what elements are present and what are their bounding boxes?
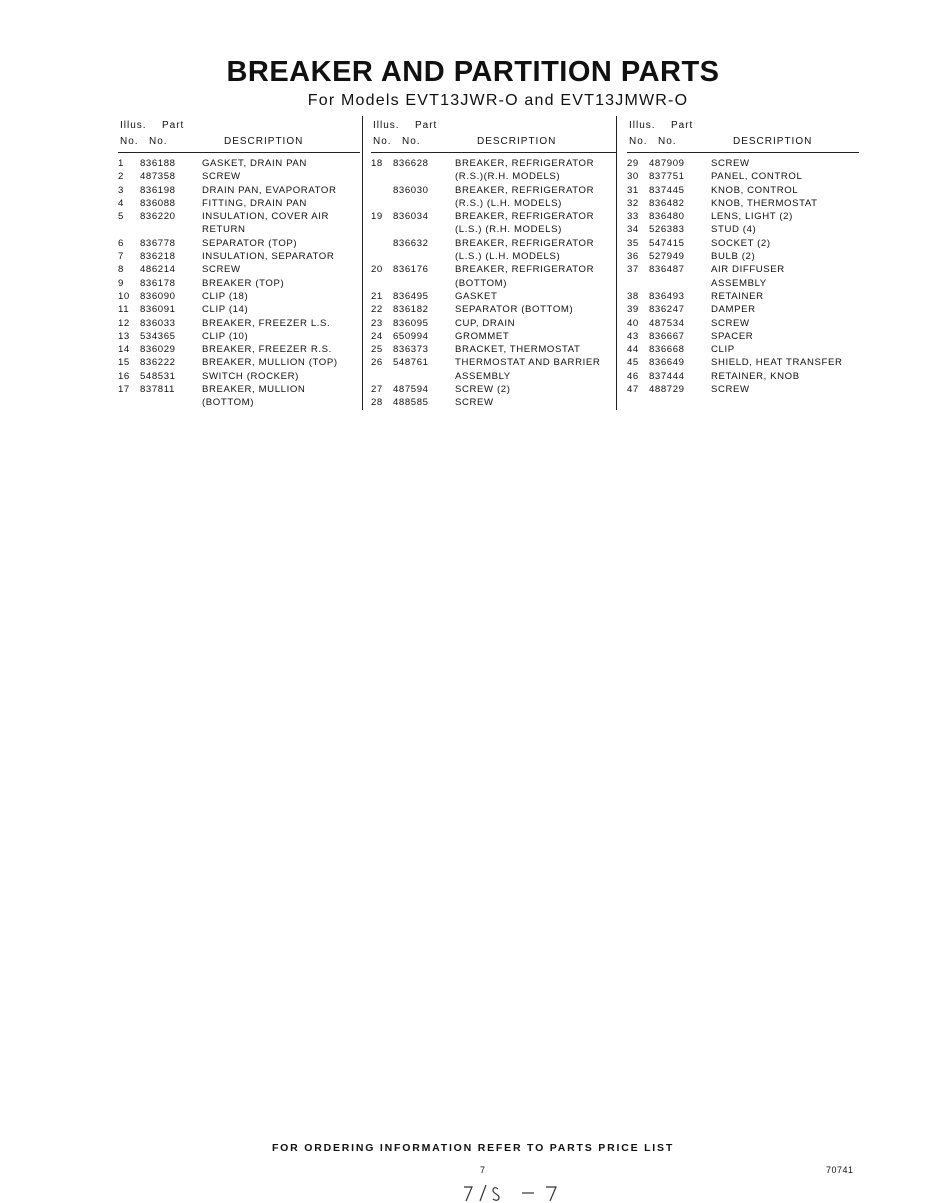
table-row <box>627 290 859 303</box>
part-number: 534365 <box>140 330 176 342</box>
illus-number: 26 <box>371 357 383 369</box>
description: INSULATION, SEPARATOR <box>202 251 335 263</box>
description: DRAIN PAN, EVAPORATOR <box>202 184 337 196</box>
illus-number: 34 <box>627 224 639 236</box>
part-number <box>393 197 455 210</box>
description: SWITCH (ROCKER) <box>202 370 299 382</box>
illus-number <box>371 370 393 383</box>
description: BREAKER, REFRIGERATOR <box>455 211 595 223</box>
description: SCREW <box>711 384 750 396</box>
part-number: 836373 <box>393 344 429 356</box>
table-row <box>118 263 360 276</box>
description: RETURN <box>202 224 246 236</box>
description: KNOB, THERMOSTAT <box>711 197 818 209</box>
illus-number: 23 <box>371 317 383 329</box>
header-illus: Illus. <box>120 120 147 131</box>
table-row <box>118 396 360 409</box>
table-row <box>118 277 360 290</box>
part-number: 836090 <box>140 290 176 302</box>
illus-number <box>627 277 649 290</box>
part-number: 836487 <box>649 264 685 276</box>
part-number: 488729 <box>649 384 685 396</box>
table-row <box>371 250 616 263</box>
part-number: 836218 <box>140 251 176 263</box>
part-number: 836088 <box>140 197 176 209</box>
part-number: 836188 <box>140 158 176 169</box>
table-row <box>627 197 859 210</box>
part-number <box>393 370 455 383</box>
illus-number: 9 <box>118 277 124 289</box>
part-number <box>393 223 455 236</box>
header-illus-no: No. <box>373 136 392 147</box>
description: ASSEMBLY <box>711 277 767 289</box>
illus-number: 46 <box>627 370 639 382</box>
description: CUP, DRAIN <box>455 317 516 329</box>
description: BRACKET, THERMOSTAT <box>455 344 581 356</box>
table-row <box>118 303 360 316</box>
table-row <box>118 210 360 223</box>
part-number: 836222 <box>140 357 176 369</box>
table-row <box>627 356 859 369</box>
table-row <box>627 343 859 356</box>
table-row <box>118 356 360 369</box>
header-description: DESCRIPTION <box>477 136 557 147</box>
table-row <box>371 170 616 183</box>
table-row <box>118 250 360 263</box>
description: CLIP (10) <box>202 330 249 342</box>
table-row <box>371 223 616 236</box>
illus-number: 38 <box>627 290 639 302</box>
table-row <box>627 157 859 170</box>
description: SCREW <box>711 317 750 329</box>
description: BREAKER (TOP) <box>202 277 285 289</box>
part-number: 836493 <box>649 290 685 302</box>
part-number: 836649 <box>649 357 685 369</box>
table-row <box>627 210 859 223</box>
header-part: Part <box>415 120 438 131</box>
table-row <box>627 277 859 290</box>
illus-number: 21 <box>371 290 383 302</box>
part-number: 836480 <box>649 211 685 223</box>
table-row <box>371 396 616 409</box>
description: (R.S.) (L.H. MODELS) <box>455 197 562 209</box>
illus-number: 32 <box>627 197 639 209</box>
description: (BOTTOM) <box>202 397 255 409</box>
description: BREAKER, REFRIGERATOR <box>455 264 595 276</box>
illus-number <box>371 184 393 197</box>
description: BREAKER, MULLION (TOP) <box>202 357 338 369</box>
description: SHIELD, HEAT TRANSFER <box>711 357 843 369</box>
description: (BOTTOM) <box>455 277 508 289</box>
table-row <box>627 184 859 197</box>
description: SPACER <box>711 330 754 342</box>
parts-column-2 <box>371 118 616 410</box>
ordering-footer: FOR ORDERING INFORMATION REFER TO PARTS PRICE LIST <box>271 1142 675 1154</box>
header-part-no: No. <box>658 136 677 147</box>
part-number: 526383 <box>649 224 685 236</box>
table-row <box>627 250 859 263</box>
illus-number: 27 <box>371 384 383 396</box>
description: INSULATION, COVER AIR <box>202 211 330 223</box>
table-row <box>627 170 859 183</box>
illus-number: 45 <box>627 357 639 369</box>
parts-column-3 <box>627 118 859 396</box>
column-divider-1 <box>362 116 363 410</box>
table-row <box>371 330 616 343</box>
part-number <box>140 223 202 236</box>
table-row <box>627 317 859 330</box>
part-number: 487594 <box>393 384 429 396</box>
table-row <box>371 383 616 396</box>
illus-number: 1 <box>118 158 124 169</box>
part-number <box>393 170 455 183</box>
parts-column-1 <box>118 118 360 410</box>
table-row <box>371 237 616 250</box>
part-number: 837444 <box>649 370 685 382</box>
part-number: 837445 <box>649 184 685 196</box>
part-number: 836778 <box>140 237 176 249</box>
illus-number: 10 <box>118 290 130 302</box>
illus-number: 16 <box>118 370 130 382</box>
illus-number: 6 <box>118 237 124 249</box>
description: SEPARATOR (TOP) <box>202 237 298 249</box>
illus-number: 36 <box>627 251 639 263</box>
description: FITTING, DRAIN PAN <box>202 197 307 209</box>
description: BREAKER, FREEZER L.S. <box>202 317 331 329</box>
description: SCREW <box>711 158 750 169</box>
description: GROMMET <box>455 330 510 342</box>
illus-number <box>371 170 393 183</box>
part-number: 836182 <box>393 304 429 316</box>
illus-number: 18 <box>371 158 383 169</box>
part-number: 836178 <box>140 277 176 289</box>
description: SCREW (2) <box>455 384 511 396</box>
table-row <box>371 343 616 356</box>
description: (R.S.)(R.H. MODELS) <box>455 171 561 183</box>
header-part: Part <box>671 120 694 131</box>
part-number: 836176 <box>393 264 429 276</box>
table-row <box>118 290 360 303</box>
part-number: 836247 <box>649 304 685 316</box>
description: BREAKER, MULLION <box>202 384 306 396</box>
page-title: BREAKER AND PARTITION PARTS <box>226 56 720 88</box>
illus-number: 39 <box>627 304 639 316</box>
description: CLIP (18) <box>202 290 249 302</box>
table-row <box>371 263 616 276</box>
table-row <box>118 330 360 343</box>
part-number: 547415 <box>649 237 685 249</box>
illus-number: 29 <box>627 158 639 169</box>
parts-list <box>118 157 360 410</box>
parts-list <box>627 157 859 396</box>
table-row <box>118 197 360 210</box>
table-row <box>627 223 859 236</box>
illus-number: 47 <box>627 384 639 396</box>
part-number: 836029 <box>140 344 176 356</box>
header-description: DESCRIPTION <box>733 136 813 147</box>
table-row <box>371 197 616 210</box>
table-row <box>627 370 859 383</box>
part-number: 836030 <box>393 184 429 196</box>
table-row <box>627 237 859 250</box>
table-row <box>118 383 360 396</box>
header-illus: Illus. <box>629 120 656 131</box>
part-number: 487909 <box>649 158 685 169</box>
table-row <box>371 317 616 330</box>
illus-number <box>371 197 393 210</box>
illus-number <box>371 277 393 290</box>
illus-number <box>118 396 140 409</box>
illus-number: 44 <box>627 344 639 356</box>
illus-number: 28 <box>371 397 383 409</box>
part-number: 548531 <box>140 370 176 382</box>
illus-number <box>371 237 393 250</box>
part-number: 836091 <box>140 304 176 316</box>
table-row <box>371 184 616 197</box>
table-row <box>371 157 616 170</box>
illus-number: 12 <box>118 317 130 329</box>
table-row <box>118 184 360 197</box>
description: STUD (4) <box>711 224 757 236</box>
table-row <box>118 170 360 183</box>
description: RETAINER <box>711 290 764 302</box>
description: BREAKER, REFRIGERATOR <box>455 237 595 249</box>
part-number: 548761 <box>393 357 429 369</box>
description: SCREW <box>455 397 494 409</box>
page-number: 7 <box>480 1165 486 1175</box>
table-row <box>118 157 360 170</box>
table-row <box>627 383 859 396</box>
part-number: 837811 <box>140 384 175 396</box>
description: BREAKER, FREEZER R.S. <box>202 344 332 356</box>
page-subtitle: For Models EVT13JWR-O and EVT13JMWR-O <box>307 92 689 109</box>
column-divider-2 <box>616 116 617 410</box>
part-number: 836495 <box>393 290 429 302</box>
illus-number: 22 <box>371 304 383 316</box>
illus-number: 33 <box>627 211 639 223</box>
part-number <box>393 277 455 290</box>
part-number: 486214 <box>140 264 176 276</box>
description: CLIP (14) <box>202 304 249 316</box>
description: BREAKER, REFRIGERATOR <box>455 158 595 169</box>
description: SOCKET (2) <box>711 237 771 249</box>
column-header <box>371 118 616 153</box>
part-number: 836034 <box>393 211 429 223</box>
header-part-no: No. <box>402 136 421 147</box>
illus-number: 3 <box>118 184 124 196</box>
header-illus-no: No. <box>629 136 648 147</box>
table-row <box>371 356 616 369</box>
header-description: DESCRIPTION <box>224 136 304 147</box>
description: BULB (2) <box>711 251 756 263</box>
part-number: 487534 <box>649 317 685 329</box>
illus-number <box>371 250 393 263</box>
illus-number: 20 <box>371 264 383 276</box>
description: (L.S.) (R.H. MODELS) <box>455 224 562 236</box>
description: GASKET, DRAIN PAN <box>202 158 307 169</box>
illus-number: 13 <box>118 330 130 342</box>
header-part: Part <box>162 120 185 131</box>
header-illus-no: No. <box>120 136 139 147</box>
part-number <box>649 277 711 290</box>
table-row <box>118 237 360 250</box>
illus-number: 5 <box>118 211 124 223</box>
part-number: 836668 <box>649 344 685 356</box>
column-header <box>627 118 859 153</box>
header-illus: Illus. <box>373 120 400 131</box>
part-number: 527949 <box>649 251 685 263</box>
part-number: 836198 <box>140 184 176 196</box>
part-number: 488585 <box>393 397 429 409</box>
description: SCREW <box>202 264 241 276</box>
part-number: 837751 <box>649 171 685 183</box>
illus-number: 35 <box>627 237 639 249</box>
description: BREAKER, REFRIGERATOR <box>455 184 595 196</box>
part-number <box>393 250 455 263</box>
description: DAMPER <box>711 304 756 316</box>
illus-number <box>371 223 393 236</box>
description: SEPARATOR (BOTTOM) <box>455 304 574 316</box>
illus-number: 30 <box>627 171 639 183</box>
table-row <box>371 277 616 290</box>
part-number: 650994 <box>393 330 429 342</box>
table-row <box>371 290 616 303</box>
part-number: 487358 <box>140 171 176 183</box>
illus-number: 7 <box>118 251 124 263</box>
illus-number: 25 <box>371 344 383 356</box>
parts-list <box>371 157 616 410</box>
illus-number <box>118 223 140 236</box>
part-number: 836095 <box>393 317 429 329</box>
illus-number: 14 <box>118 344 130 356</box>
document-code: 70741 <box>826 1165 854 1175</box>
illus-number: 40 <box>627 317 639 329</box>
part-number: 836033 <box>140 317 176 329</box>
handwritten-note <box>458 1183 568 1203</box>
part-number: 836632 <box>393 237 429 249</box>
part-number: 836628 <box>393 158 429 169</box>
illus-number: 43 <box>627 330 639 342</box>
part-number: 836220 <box>140 211 176 223</box>
description: GASKET <box>455 290 498 302</box>
illus-number: 15 <box>118 357 130 369</box>
table-row <box>627 303 859 316</box>
table-row <box>371 303 616 316</box>
description: ASSEMBLY <box>455 370 511 382</box>
description: PANEL, CONTROL <box>711 171 803 183</box>
description: (L.S.) (L.H. MODELS) <box>455 251 561 263</box>
table-row <box>627 330 859 343</box>
illus-number: 2 <box>118 171 124 183</box>
table-row <box>627 263 859 276</box>
illus-number: 8 <box>118 264 124 276</box>
description: CLIP <box>711 344 735 356</box>
illus-number: 4 <box>118 197 124 209</box>
description: SCREW <box>202 171 241 183</box>
table-row <box>118 370 360 383</box>
table-row <box>118 343 360 356</box>
illus-number: 31 <box>627 184 639 196</box>
illus-number: 17 <box>118 384 130 396</box>
table-row <box>118 317 360 330</box>
illus-number: 24 <box>371 330 383 342</box>
illus-number: 37 <box>627 264 639 276</box>
illus-number: 11 <box>118 304 130 316</box>
description: LENS, LIGHT (2) <box>711 211 793 223</box>
part-number: 836667 <box>649 330 685 342</box>
part-number: 836482 <box>649 197 685 209</box>
illus-number: 19 <box>371 211 383 223</box>
table-row <box>371 210 616 223</box>
description: THERMOSTAT AND BARRIER <box>455 357 601 369</box>
description: RETAINER, KNOB <box>711 370 800 382</box>
description: KNOB, CONTROL <box>711 184 799 196</box>
part-number <box>140 396 202 409</box>
header-part-no: No. <box>149 136 168 147</box>
table-row <box>118 223 360 236</box>
table-row <box>371 370 616 383</box>
column-header <box>118 118 360 153</box>
description: AIR DIFFUSER <box>711 264 785 276</box>
